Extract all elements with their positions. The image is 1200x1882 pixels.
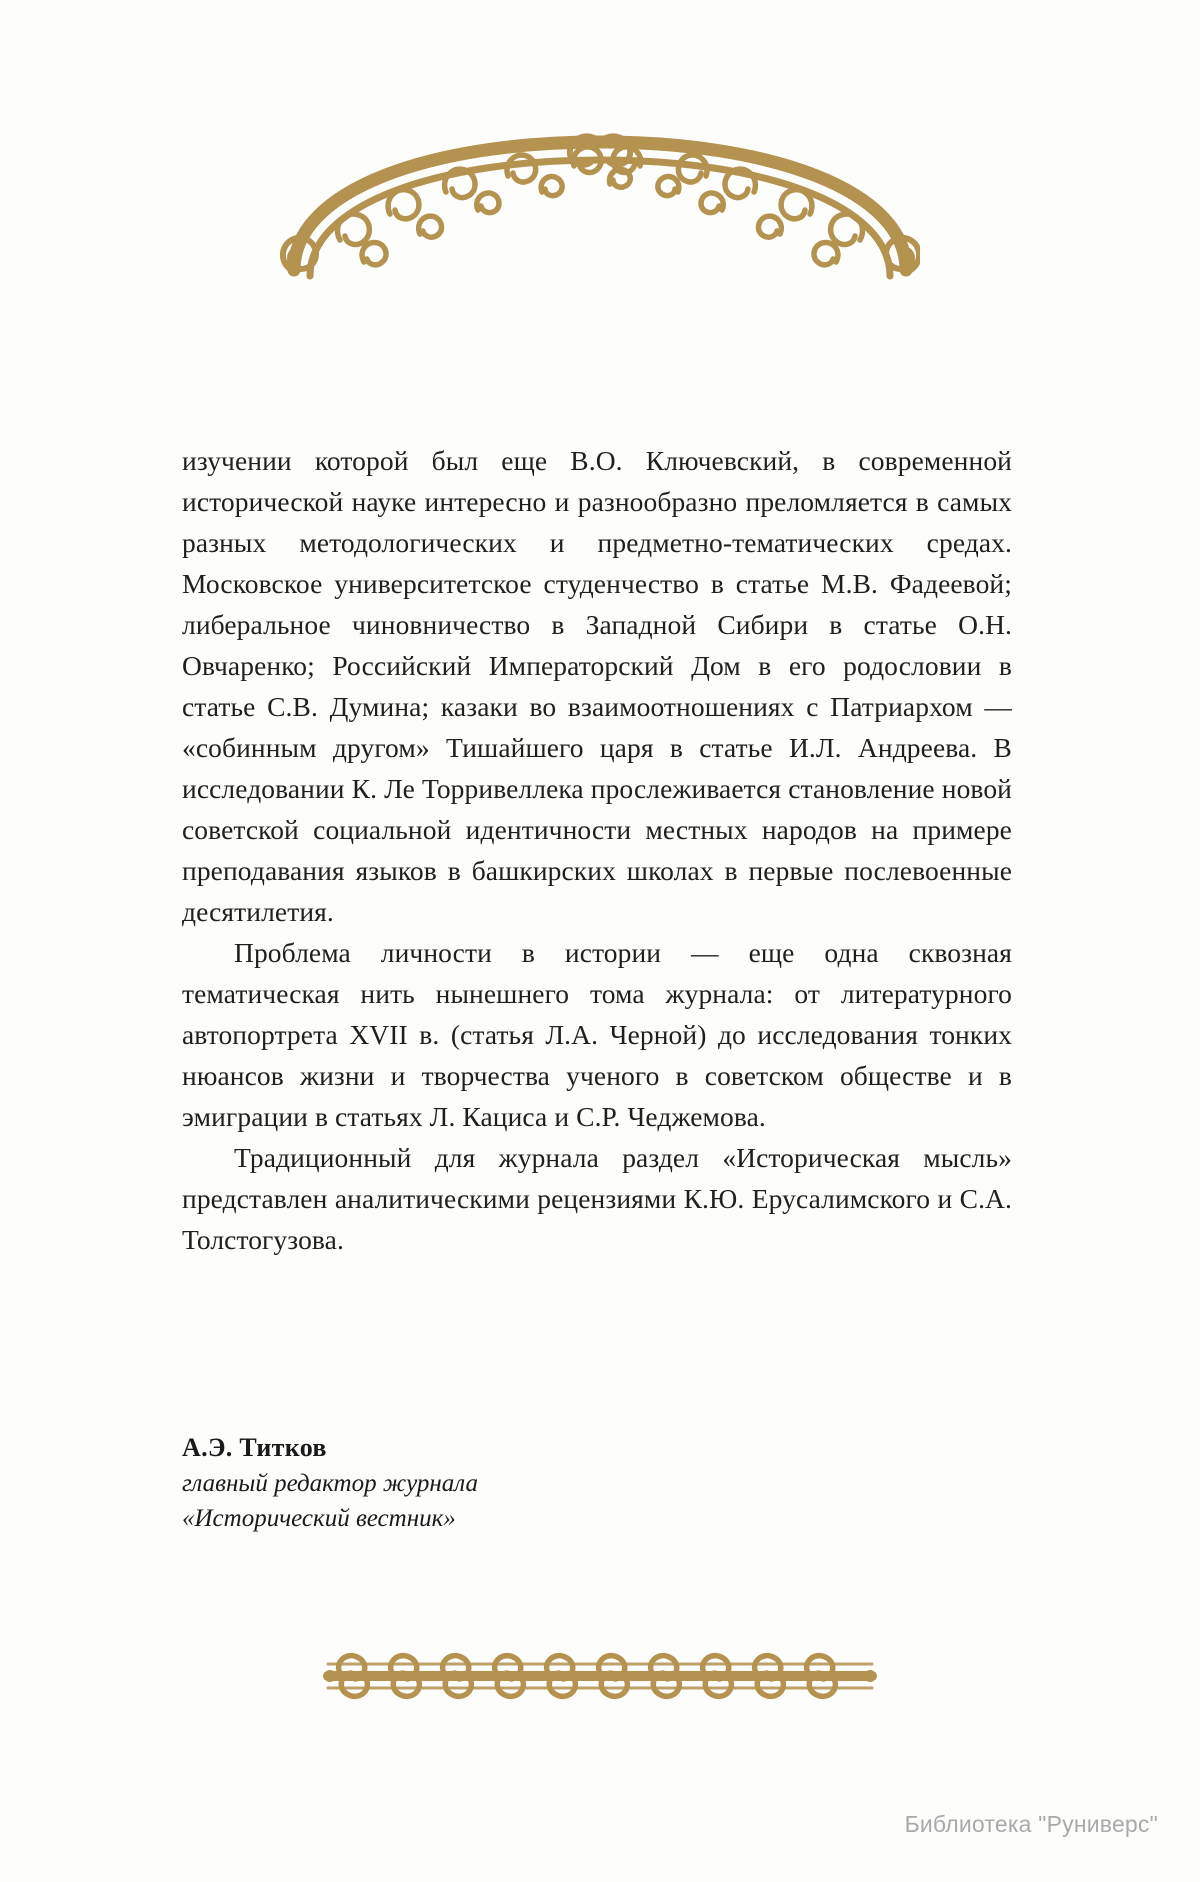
journal-title: «Исторический вестник»	[182, 1505, 456, 1532]
library-watermark: Библиотека "Руниверс"	[904, 1811, 1158, 1837]
body-text	[182, 440, 1012, 1260]
paragraph: изучении которой был еще В.О. Ключевский, в современной исторической науке интересно и разнообразно преломляется в самых разных методологических и предметно-тематических средах. Московское университетское студенчество в статье М.В. Фадеевой; либеральное чиновничество в Западной Сибири в статье О.Н. Овчаренко; Российский Императорский Дом в его родословии в статье С.В. Думина; казаки во взаимоотношениях с Патриархом — «собинным другом» Тишайшего царя в статье И.Л. Андреева. В исследовании К. Ле Торривеллека прослеживается становление новой советской социальной идентичности местных народов на примере преподавания языков в башкирских школах в первые послевоенные десятилетия.	[182, 445, 1012, 927]
horizontal-band-ornament	[0, 1646, 1200, 1706]
signature-block	[182, 1430, 822, 1536]
paragraph: Проблема личности в истории — еще одна сквозная тематическая нить нынешнего тома журнала: от литературного автопортрета XVII в. (статья Л.А. Черной) до исследования тонких нюансов жизни и творчества ученого в советском обществе и в эмиграции в статьях Л. Кациса и С.Р. Чеджемова.	[182, 937, 1012, 1132]
author-name: А.Э. Титков	[182, 1433, 327, 1462]
paragraph: Традиционный для журнала раздел «Историческая мысль» представлен аналитическими рецензиями К.Ю. Ерусалимского и С.А. Толстогузова.	[182, 1142, 1012, 1255]
arch-flourish-ornament	[0, 130, 1200, 330]
author-role: главный редактор журнала	[182, 1470, 478, 1497]
